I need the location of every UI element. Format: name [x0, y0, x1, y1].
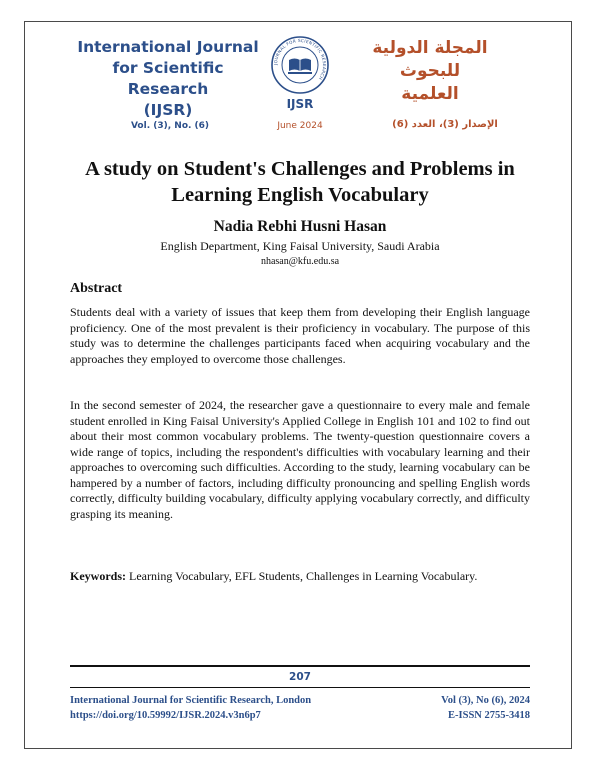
- page-number: 207: [289, 671, 311, 683]
- footer-left: [70, 693, 370, 723]
- keywords-label: Keywords:: [70, 569, 126, 583]
- journal-name-ar-line1: المجلة الدولية للبحوث: [372, 38, 488, 81]
- abstract-heading: Abstract: [70, 281, 123, 296]
- author-email[interactable]: nhasan@kfu.edu.sa: [260, 256, 340, 267]
- paper-title-line2: Learning English Vocabulary: [171, 184, 429, 206]
- footer-journal-name: International Journal for Scientific Research, London: [70, 695, 312, 706]
- journal-name-arabic: [340, 37, 520, 106]
- abstract-paragraph-2: In the second semester of 2024, the researcher gave a questionnaire to every male and female student enrolled in King Faisal University's Applied College in English 101 and 102 to find out about their most common vocabulary problems. The twenty-question questionnaire covers a wide range of topics, including the respondent's difficulties with vocabulary learning and their approaches to overcoming such difficulties. According to the study, learning vocabulary can be hampered by a number of factors, including difficulty pronouncing and spelling English words correctly, difficulty building vocabulary, difficulty applying vocabulary correctly, and difficulty grasping its meaning.: [70, 398, 530, 521]
- journal-name-en-line1: International Journal: [77, 38, 259, 56]
- author-name: Nadia Rebhi Husni Hasan: [213, 218, 387, 235]
- journal-logo-icon: [270, 35, 330, 95]
- footer-rule-bottom: [70, 687, 530, 688]
- footer-right: [330, 693, 530, 723]
- footer-rule-top: [70, 665, 530, 667]
- volume-issue-arabic: الإصدار (3)، العدد (6): [392, 119, 498, 130]
- paper-title: [60, 156, 540, 208]
- volume-issue-english: Vol. (3), No. (6): [130, 121, 210, 131]
- keywords: [70, 569, 530, 585]
- logo-ring-text: JOURNAL FOR SCIENTIFIC RESEARCH: [272, 37, 328, 81]
- paper-title-line1: A study on Student's Challenges and Problems in: [85, 158, 515, 180]
- journal-name-english: [76, 37, 260, 121]
- abstract-paragraph-1: Students deal with a variety of issues that keep them from developing their English language proficiency. One of the most prevalent is their proficiency in vocabulary. The purpose of this study was to determine the challenges participants faced when acquiring vocabulary and the approaches they employed to overcome those challenges.: [70, 305, 530, 366]
- footer-volume: Vol (3), No (6), 2024: [441, 695, 530, 706]
- footer-issn: E-ISSN 2755-3418: [448, 710, 530, 721]
- keywords-list: Learning Vocabulary, EFL Students, Challenges in Learning Vocabulary.: [129, 569, 478, 583]
- author-affiliation: English Department, King Faisal University, Saudi Arabia: [160, 239, 440, 253]
- logo-abbreviation: IJSR: [286, 97, 314, 111]
- issue-date: June 2024: [277, 121, 323, 131]
- footer-doi-link[interactable]: https://doi.org/10.59992/IJSR.2024.v3n6p7: [70, 710, 261, 721]
- journal-name-ar-line2: العلمية: [401, 84, 459, 104]
- journal-name-en-line3: (IJSR): [143, 101, 193, 119]
- journal-name-en-line2: for Scientific Research: [112, 59, 224, 98]
